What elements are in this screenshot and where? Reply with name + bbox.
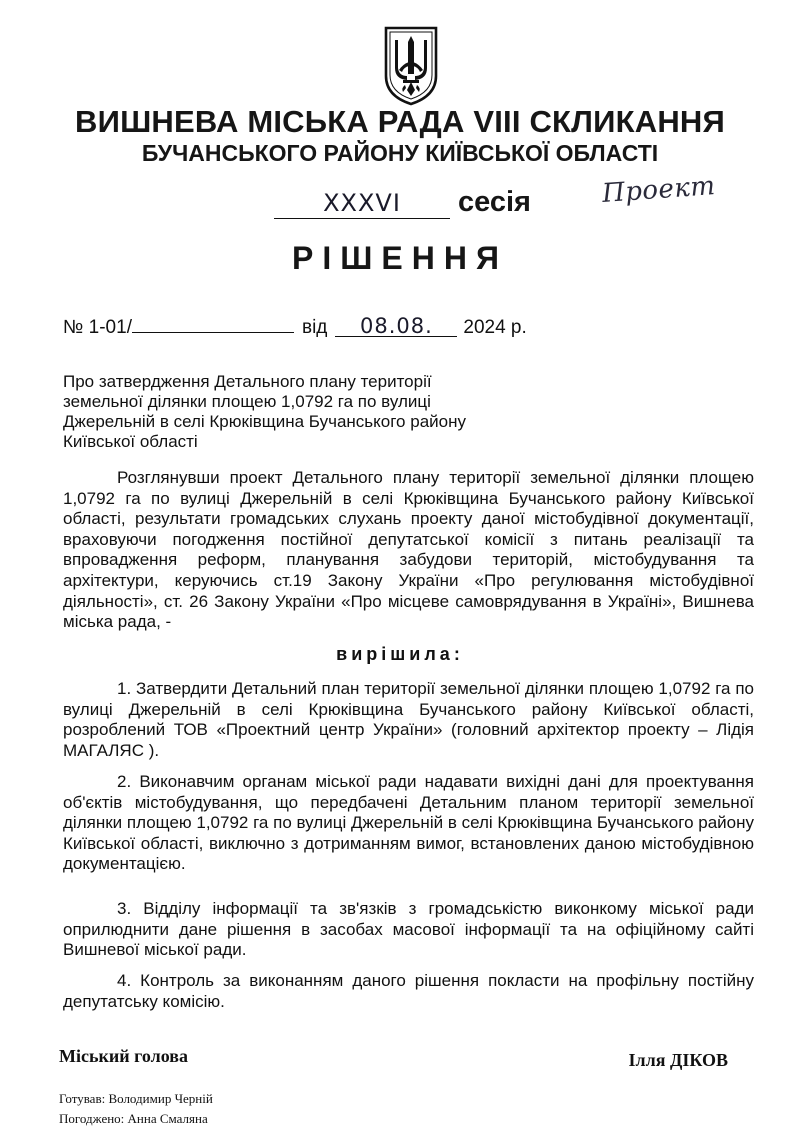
trident-coat-of-arms-icon bbox=[383, 26, 439, 106]
date-prefix: від bbox=[301, 317, 328, 338]
clause-4: 4. Контроль за виконанням даного рішення покласти на профільну постійну депутатську комісію. bbox=[63, 971, 754, 1011]
year-suffix: 2024 р. bbox=[463, 317, 527, 338]
subject-line: Про затвердження Детального плану території bbox=[63, 372, 432, 391]
prepared-by: Готував: Володимир Черній bbox=[59, 1091, 213, 1106]
clause-3: 3. Відділу інформації та зв'язків з громадськістю виконкому міської ради оприлюднити дане рішення в засобах масової інформації та на офіційному сайті Вишневої міської ради. bbox=[63, 899, 754, 960]
signature-name: Ілля ДІКОВ bbox=[628, 1050, 728, 1070]
council-title: ВИШНЕВА МІСЬКА РАДА VIII СКЛИКАННЯ bbox=[75, 104, 725, 139]
clause-1: 1. Затвердити Детальний план території земельної ділянки площею 1,0792 га по вулиці Джерельній в селі Крюківщина Бучанського району Київської області, розроблений ТОВ «Проектний центр України» (головний архітектор проекту – Лідія МАГАЛЯС ). bbox=[63, 679, 754, 760]
session-number: XXXVI bbox=[274, 188, 450, 219]
subject-line: Київської області bbox=[63, 432, 198, 451]
signature-title: Міський голова bbox=[59, 1046, 188, 1066]
preamble-paragraph: Розглянувши проект Детального плану території земельної ділянки площею 1,0792 га по вулиці Джерельній в селі Крюківщина Бучанського району Київської області, результати громадських слухань проекту даної містобудівної документації, враховуючи погодження постійної депутатської комісії з питань реалізації та впровадження реформ, планування забудови територій, містобудування та архітектури, керуючись ст.19 Закону України «Про регулювання містобудівної діяльності», ст. 26 Закону України «Про місцеве самоврядування в Україні», Вишнева міська рада, - bbox=[63, 468, 754, 632]
decided-heading: вирішила: bbox=[336, 644, 464, 664]
clause-2: 2. Виконавчим органам міської ради надавати вихідні дані для проектування об'єктів містобудування, що передбачені Детальним планом території земельної ділянки площею 1,0792 га по вулиці Джерельній в селі Крюківщина Бучанського району Київської області, виключно з дотриманням вимог, встановлених даною містобудівною документацією. bbox=[63, 772, 754, 874]
session-label: сесія bbox=[458, 186, 531, 218]
document-type-title: РІШЕННЯ bbox=[292, 240, 508, 276]
number-prefix: № 1-01/ bbox=[63, 317, 132, 338]
number-date-line bbox=[63, 314, 527, 339]
agreed-by: Погоджено: Анна Смаляна bbox=[59, 1111, 208, 1126]
number-blank-field bbox=[132, 314, 294, 333]
date-handwritten: 08.08. bbox=[335, 318, 457, 337]
subject-line: земельної ділянки площею 1,0792 га по вулиці bbox=[63, 392, 431, 411]
decision-subject bbox=[63, 372, 483, 452]
draft-handwritten-note: Проект bbox=[601, 171, 717, 209]
subject-line: Джерельній в селі Крюківщина Бучанського району bbox=[63, 412, 466, 431]
district-title: БУЧАНСЬКОГО РАЙОНУ КИЇВСЬКОЇ ОБЛАСТІ bbox=[141, 140, 659, 166]
